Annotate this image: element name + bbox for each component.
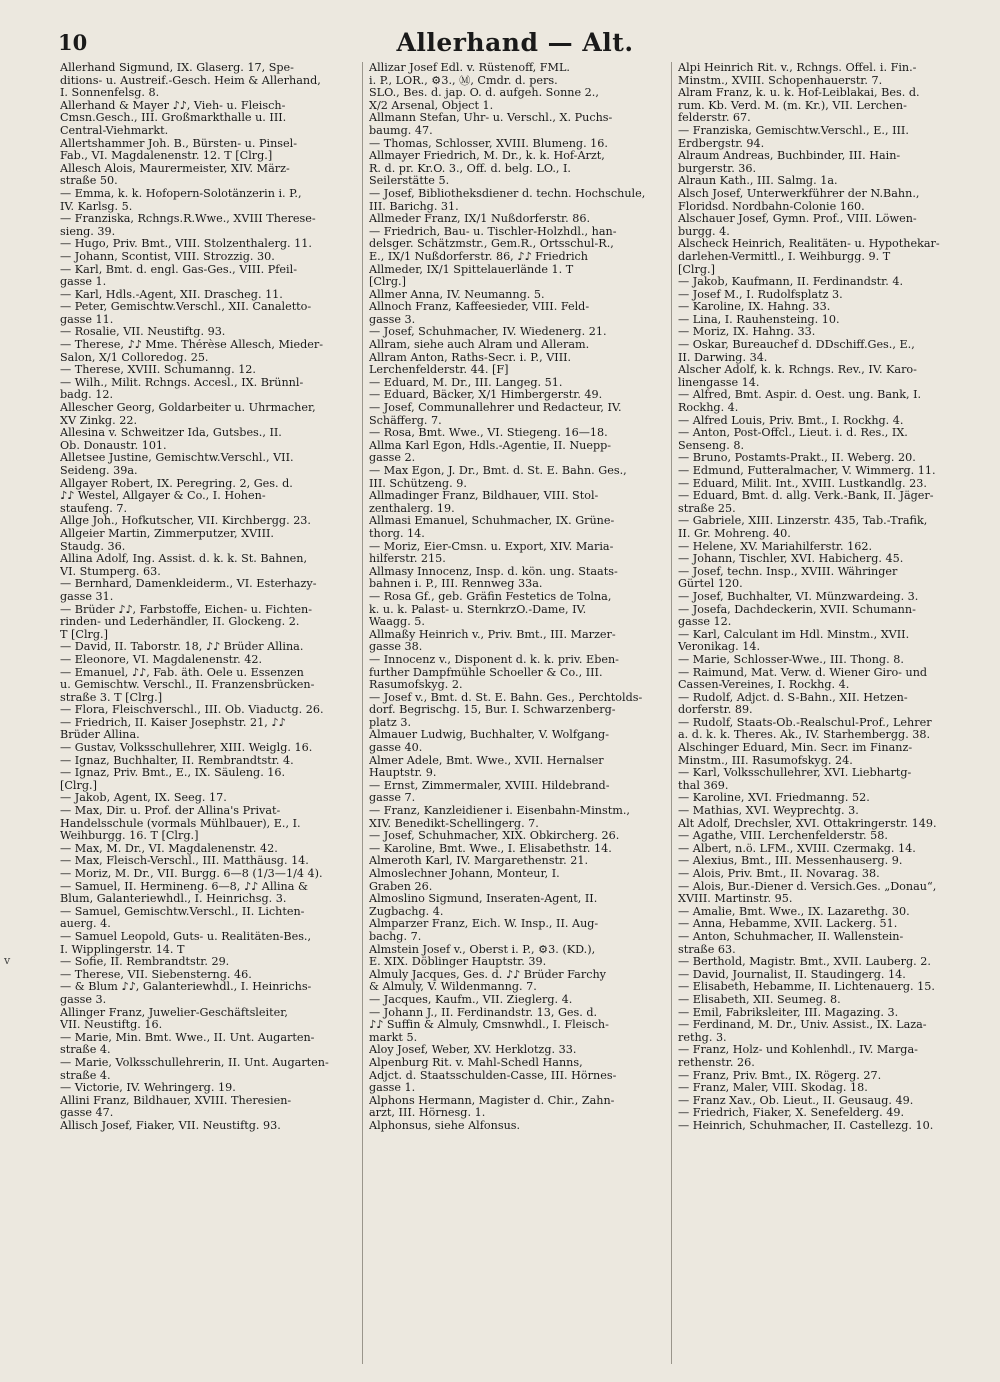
directory-line: — Josef, Schuhmacher, XIX. Obkircherg. 26. <box>369 830 620 843</box>
directory-line: thal 369. <box>678 779 729 792</box>
directory-line: dorferstr. 89. <box>678 704 753 717</box>
directory-line: Almeroth Karl, IV. Margarethenstr. 21. <box>369 855 589 868</box>
directory-line: — Marie, Min. Bmt. Wwe., II. Unt. Augarten- <box>60 1031 315 1044</box>
directory-line: — Ignaz, Priv. Bmt., E., IX. Säuleng. 16. <box>60 767 286 780</box>
directory-line: Floridsd. Nordbahn-Colonie 160. <box>678 200 865 213</box>
directory-line: — Franz, Maler, VIII. Skodag. 18. <box>678 1082 868 1095</box>
directory-line: — Eduard, Bäcker, X/1 Himbergerstr. 49. <box>369 389 603 402</box>
directory-line: — Karoline, Bmt. Wwe., I. Elisabethstr. 14. <box>369 842 612 855</box>
directory-line: Handelsschule (vormals Mühlbauer), E., I. <box>60 817 301 830</box>
directory-line: Allma Karl Egon, Hdls.-Agentie, II. Nuepp- <box>369 439 612 452</box>
directory-line: SLO., Bes. d. jap. O. d. aufgeh. Sonne 2., <box>369 87 599 100</box>
directory-line: E., IX/1 Nußdorferstr. 86, ♪♪ Friedrich <box>369 250 589 263</box>
directory-line: — Therese, VII. Siebensterng. 46. <box>60 968 252 981</box>
directory-line: — Oskar, Bureauchef d. DDschiff.Ges., E., <box>678 339 915 352</box>
directory-line: gasse 3. <box>60 993 107 1006</box>
directory-line: — Bruno, Postamts-Prakt., II. Weberg. 20. <box>678 452 916 465</box>
directory-line: Gürtel 120. <box>678 578 743 591</box>
directory-line: zenthalerg. 19. <box>369 502 455 515</box>
directory-line: gasse 1. <box>369 1082 416 1095</box>
directory-line: Allertshammer Joh. B., Bürsten- u. Pinsel- <box>60 137 298 150</box>
directory-line: Alraun Kath., III. Salmg. 1a. <box>678 175 838 188</box>
directory-line: — Rudolf, Staats-Ob.-Realschul-Prof., Lehrer <box>678 716 932 729</box>
directory-line: — David, Journalist, II. Staudingerg. 14. <box>678 968 906 981</box>
directory-line: — Josef, techn. Insp., XVIII. Währinger <box>678 565 898 578</box>
directory-line: — Karl, Volksschullehrer, XVI. Liebhartg- <box>678 767 912 780</box>
directory-line: darlehen-Vermittl., I. Weihburgg. 9. T <box>678 250 891 263</box>
directory-line: — Ferdinand, M. Dr., Univ. Assist., IX. Laza- <box>678 1019 927 1032</box>
directory-line: straße 25. <box>678 502 736 515</box>
directory-line: Allina Adolf, Ing. Assist. d. k. k. St. Bahnen, <box>60 553 308 566</box>
directory-line: delsger. Schätzmstr., Gem.R., Ortsschul-R., <box>369 238 614 251</box>
directory-line: Allmayer Friedrich, M. Dr., k. k. Hof-Arzt, <box>369 150 605 163</box>
directory-line: Schäfferg. 7. <box>369 414 442 427</box>
directory-line: — Marie, Volksschullehrerin, II. Unt. Augarten- <box>60 1056 329 1069</box>
directory-line: Hauptstr. 9. <box>369 767 437 780</box>
page-header <box>58 28 972 62</box>
directory-line: further Dampfmühle Schoeller & Co., III. <box>369 666 603 679</box>
directory-line: dorf. Begrischg. 15, Bur. I. Schwarzenberg- <box>369 704 616 717</box>
directory-line: Seideng. 39a. <box>60 465 138 477</box>
directory-line: Alram Franz, k. u. k. Hof-Leiblakai, Bes. d. <box>678 87 920 100</box>
directory-line: — Sofie, II. Rembrandtstr. 29. <box>60 956 230 969</box>
directory-line: III. Barichg. 31. <box>369 200 459 213</box>
directory-line: — Peter, Gemischtw.Verschl., XII. Canaletto- <box>60 301 312 314</box>
directory-line: straße 63. <box>678 943 736 956</box>
directory-line: — Flora, Fleischverschl., III. Ob. Viaductg. 26. <box>60 704 324 717</box>
running-head: Allerhand — Alt. <box>396 28 634 57</box>
directory-line: gasse 3. <box>369 313 416 326</box>
directory-line: Erdbergstr. 94. <box>678 137 765 150</box>
directory-line: IV. Karlsg. 5. <box>60 200 133 213</box>
directory-line: — Lina, I. Rauhensteing. 10. <box>678 313 840 326</box>
directory-line: VI. Stumperg. 63. <box>60 565 161 578</box>
directory-line: II. Darwing. 34. <box>678 351 768 364</box>
directory-line: — Jakob, Kaufmann, II. Ferdinandstr. 4. <box>678 276 904 289</box>
directory-line: Alpenburg Rit. v. Mahl-Schedl Hanns, <box>369 1056 583 1069</box>
directory-line: — Josef v., Bmt. d. St. E. Bahn. Ges., Perchtolds- <box>369 691 643 704</box>
directory-line: — Raimund, Mat. Verw. d. Wiener Giro- und <box>678 666 928 679</box>
directory-line: — Josef, Schuhmacher, IV. Wiedenerg. 21. <box>369 326 607 339</box>
directory-line: straße 4. <box>60 1044 111 1057</box>
directory-line: VII. Neustiftg. 16. <box>60 1019 163 1032</box>
directory-line: Veronikag. 14. <box>678 641 761 654</box>
directory-line: — Josef, Bibliotheksdiener d. techn. Hochschule, <box>369 187 646 200</box>
directory-line: — Wilh., Milit. Rchngs. Accesl., IX. Brünnl- <box>60 376 304 389</box>
directory-line: Allesch Alois, Maurermeister, XIV. März- <box>60 162 290 175</box>
directory-line: — Elisabeth, XII. Seumeg. 8. <box>678 993 841 1006</box>
directory-line: — Anton, Schuhmacher, II. Wallenstein- <box>678 930 904 943</box>
directory-line: — Berthold, Magistr. Bmt., XVII. Lauberg. 2. <box>678 956 931 969</box>
directory-line: linengasse 14. <box>678 376 760 389</box>
directory-line: Seilerstätte 5. <box>369 175 450 188</box>
directory-line: II. Gr. Mohreng. 40. <box>678 527 791 540</box>
directory-line: — Eduard, M. Dr., III. Langeg. 51. <box>369 376 563 389</box>
directory-line: rinden- und Lederhändler, II. Glockeng. 2. <box>60 616 300 629</box>
directory-line: Allgeier Martin, Zimmerputzer, XVIII. <box>60 527 274 540</box>
directory-line: Minstm., XVIII. Schopenhauerstr. 7. <box>678 74 883 87</box>
directory-line: rum. Kb. Verd. M. (m. Kr.), VII. Lerchen- <box>678 99 907 112</box>
directory-line: Alscher Adolf, k. k. Rchngs. Rev., IV. Karo- <box>678 364 917 377</box>
directory-line: Alschinger Eduard, Min. Secr. im Finanz- <box>678 742 913 755</box>
directory-line: k. u. k. Palast- u. SternkrzO.-Dame, IV. <box>369 603 587 616</box>
directory-line: — & Blum ♪♪, Galanteriewhdl., I. Heinrichs- <box>60 981 312 994</box>
directory-line: — Helene, XV. Mariahilferstr. 162. <box>678 540 873 553</box>
directory-line: felderstr. 67. <box>678 112 751 125</box>
directory-line: gasse 1. <box>60 276 107 289</box>
directory-line: — Brüder ♪♪, Farbstoffe, Eichen- u. Fichten- <box>60 603 313 616</box>
directory-line: gasse 47. <box>60 1107 114 1120</box>
directory-line: — Max, Fleisch-Verschl., III. Matthäusg. 14. <box>60 855 309 868</box>
directory-line: — Karl, Hdls.-Agent, XII. Drascheg. 11. <box>60 288 283 301</box>
directory-line: Allnoch Franz, Kaffeesieder, VIII. Feld- <box>369 301 590 314</box>
directory-line: — Innocenz v., Disponent d. k. k. priv. Eben- <box>369 653 619 666</box>
margin-mark: v <box>4 954 11 967</box>
directory-line: a. d. k. k. Theres. Ak., IV. Starhembergg. 38. <box>678 729 931 742</box>
directory-line: — Agathe, VIII. Lerchenfelderstr. 58. <box>678 830 888 843</box>
directory-line: Almparzer Franz, Eich. W. Insp., II. Aug- <box>369 918 599 931</box>
directory-line: — Josefa, Dachdeckerin, XVII. Schumann- <box>678 603 916 616</box>
directory-line: — Franz Xav., Ob. Lieut., II. Geusaug. 49. <box>678 1094 914 1107</box>
directory-line: straße 3. T [Clrg.] <box>60 691 163 704</box>
directory-line: — Marie, Schlosser-Wwe., III. Thong. 8. <box>678 653 904 666</box>
directory-line: gasse 2. <box>369 452 416 465</box>
directory-line: E. XIX. Döblinger Hauptstr. 39. <box>369 956 547 969</box>
directory-line: bachg. 7. <box>369 930 422 943</box>
directory-line: — Heinrich, Schuhmacher, II. Castellezg. 10. <box>678 1119 934 1132</box>
directory-line: Almer Adele, Bmt. Wwe., XVII. Hernalser <box>369 754 604 767</box>
directory-line: — Gabriele, XIII. Linzerstr. 435, Tab.-Trafik, <box>678 515 928 528</box>
directory-line: bahnen i. P., III. Rennweg 33a. <box>369 578 543 591</box>
directory-line: Allram, siehe auch Alram und Alleram. <box>369 339 590 352</box>
directory-line: Allge Joh., Hofkutscher, VII. Kirchbergg. 23. <box>60 515 311 528</box>
directory-line: Almoslino Sigmund, Inseraten-Agent, II. <box>369 893 598 906</box>
directory-line: — Bernhard, Damenkleiderm., VI. Esterhazy- <box>60 578 317 591</box>
directory-line: Cmsn.Gesch., III. Großmarkthalle u. III. <box>60 112 287 125</box>
directory-line: Allinger Franz, Juwelier-Geschäftsleiter, <box>60 1006 288 1019</box>
directory-line: Lerchenfelderstr. 44. [F] <box>369 364 509 377</box>
directory-line: Allmeder, IX/1 Spittelauerlände 1. T <box>369 263 574 276</box>
directory-line: gasse 12. <box>678 616 732 629</box>
directory-line: baumg. 47. <box>369 124 433 137</box>
directory-line: Central-Viehmarkt. <box>60 124 169 137</box>
directory-line: Blum, Galanteriewhdl., I. Heinrichsg. 3. <box>60 893 287 906</box>
directory-line: Allerhand & Mayer ♪♪, Vieh- u. Fleisch- <box>60 99 286 112</box>
directory-line: ♪♪ Westel, Allgayer & Co., I. Hohen- <box>60 490 266 503</box>
directory-line: hilferstr. 215. <box>369 553 446 566</box>
directory-line: — Alexius, Bmt., III. Messenhauserg. 9. <box>678 855 903 868</box>
directory-line: — Samuel, II. Hermineng. 6—8, ♪♪ Allina & <box>60 880 308 893</box>
directory-line: markt 5. <box>369 1031 418 1044</box>
directory-line: Allini Franz, Bildhauer, XVIII. Theresien- <box>60 1094 292 1107</box>
directory-line: R. d. pr. Kr.O. 3., Off. d. belg. LO., I. <box>369 162 571 175</box>
directory-line: Alschauer Josef, Gymn. Prof., VIII. Löwen- <box>678 213 917 226</box>
directory-line: — Rosa, Bmt. Wwe., VI. Stiegeng. 16—18. <box>369 427 608 440</box>
directory-line: — Samuel Leopold, Guts- u. Realitäten-Bes., <box>60 930 312 943</box>
directory-line: Waagg. 5. <box>369 616 425 629</box>
directory-line: XIV. Benedikt-Schellingerg. 7. <box>369 817 539 830</box>
directory-line: — Eleonore, VI. Magdalenenstr. 42. <box>60 653 263 666</box>
directory-line: Alraum Andreas, Buchbinder, III. Hain- <box>678 150 901 163</box>
directory-line: gasse 31. <box>60 590 114 603</box>
directory-line: arzt, III. Hörnesg. 1. <box>369 1107 486 1120</box>
directory-line: rethg. 3. <box>678 1031 727 1044</box>
directory-line: staufeng. 7. <box>60 502 128 515</box>
directory-line: — Friedrich, Fiaker, X. Senefelderg. 49. <box>678 1107 905 1120</box>
directory-line: I. Wipplingerstr. 14. T <box>60 943 185 956</box>
directory-line: — Amalie, Bmt. Wwe., IX. Lazarethg. 30. <box>678 905 910 918</box>
directory-line: — Emma, k. k. Hofopern-Solotänzerin i. P., <box>60 187 302 200</box>
directory-line: — Therese, XVIII. Schumanng. 12. <box>60 364 256 377</box>
directory-column-2 <box>362 62 665 1364</box>
directory-line: Allmadinger Franz, Bildhauer, VIII. Stol- <box>369 490 599 503</box>
directory-line: — Alois, Priv. Bmt., II. Novarag. 38. <box>678 868 880 880</box>
directory-line: [Clrg.] <box>369 276 406 289</box>
directory-line: Alletsee Justine, Gemischtw.Verschl., VII. <box>60 452 294 465</box>
directory-columns <box>60 62 974 1364</box>
directory-line: Alphonsus, siehe Alfonsus. <box>369 1119 521 1132</box>
directory-line: Cassen-Vereines, I. Rockhg. 4. <box>678 679 850 692</box>
directory-line: [Clrg.] <box>678 263 715 276</box>
directory-line: — Moriz, IX. Hahng. 33. <box>678 326 816 339</box>
directory-line: Alsch Josef, Unterwerkführer der N.Bahn., <box>678 187 920 200</box>
directory-line: — Albert, n.ö. LFM., XVIII. Czermakg. 14. <box>678 842 916 855</box>
directory-line: — Friedrich, Bau- u. Tischler-Holzhdl., han- <box>369 225 617 238</box>
directory-line: auerg. 4. <box>60 918 111 931</box>
directory-line: — Mathias, XVI. Weyprechtg. 3. <box>678 805 859 818</box>
directory-line: — Victorie, IV. Wehringerg. 19. <box>60 1082 236 1095</box>
directory-line: Fab., VI. Magdalenenstr. 12. T [Clrg.] <box>60 150 273 163</box>
directory-line: Allram Anton, Raths-Secr. i. P., VIII. <box>369 351 572 364</box>
directory-line: ditions- u. Austreif.-Gesch. Heim & Allerhand, <box>60 74 321 87</box>
directory-line: — Johann, Scontist, VIII. Strozzig. 30. <box>60 250 275 263</box>
directory-line: — Ignaz, Buchhalter, II. Rembrandtstr. 4. <box>60 754 294 767</box>
directory-line: — Jakob, Agent, IX. Seeg. 17. <box>60 792 227 805</box>
directory-line: T [Clrg.] <box>60 628 108 641</box>
directory-line: Allmasi Emanuel, Schuhmacher, IX. Grüne- <box>369 515 615 528</box>
directory-line: — Franziska, Gemischtw.Verschl., E., III. <box>678 124 909 137</box>
directory-line: — Anton, Post-Offcl., Lieut. i. d. Res., IX. <box>678 427 908 440</box>
directory-line: Graben 26. <box>369 880 433 893</box>
directory-line: gasse 7. <box>369 792 416 805</box>
directory-line: Almauer Ludwig, Buchhalter, V. Wolfgang- <box>369 729 609 742</box>
directory-line: gasse 11. <box>60 313 114 326</box>
directory-line: — Rosa Gf., geb. Gräfin Festetics de Tolna, <box>369 590 612 603</box>
directory-line: Brüder Allina. <box>60 729 140 742</box>
directory-line: gasse 40. <box>369 742 423 755</box>
directory-line: Allmasy Innocenz, Insp. d. kön. ung. Staats- <box>369 565 618 578</box>
directory-line: — Moriz, Eier-Cmsn. u. Export, XIV. Maria- <box>369 540 614 553</box>
directory-line: Almuly Jacques, Ges. d. ♪♪ Brüder Farchy <box>369 968 606 981</box>
directory-line: — Alfred Louis, Priv. Bmt., I. Rockhg. 4. <box>678 414 904 427</box>
directory-line: — Rudolf, Adjct. d. S-Bahn., XII. Hetzen- <box>678 691 908 704</box>
directory-line: — Eduard, Bmt. d. allg. Verk.-Bank, II. Jäger- <box>678 490 934 503</box>
directory-line: — Josef, Buchhalter, VI. Münzwardeing. 3. <box>678 590 919 603</box>
directory-line: — David, II. Taborstr. 18, ♪♪ Brüder Allina. <box>60 641 304 654</box>
directory-line: Almoslechner Johann, Monteur, I. <box>369 868 560 880</box>
directory-line: — Alois, Bur.-Diener d. Versich.Ges. „Donau“, <box>678 880 937 893</box>
directory-line: Alscheck Heinrich, Realitäten- u. Hypothekar- <box>678 238 940 251</box>
directory-line: — Johann, Tischler, XVI. Habicherg. 45. <box>678 553 904 566</box>
directory-line: Alpi Heinrich Rit. v., Rchngs. Offel. i. Fin.- <box>678 62 917 74</box>
directory-line: XVIII. Martinstr. 95. <box>678 893 793 906</box>
directory-line: u. Gemischtw. Verschl., II. Franzensbrücken- <box>60 679 315 692</box>
directory-line: — Gustav, Volksschullehrer, XIII. Weiglg. 16. <box>60 742 313 755</box>
directory-line: Zugbachg. 4. <box>369 905 444 918</box>
directory-line: Allisch Josef, Fiaker, VII. Neustiftg. 93. <box>60 1119 281 1132</box>
directory-line: sieng. 39. <box>60 225 116 238</box>
directory-line: straße 50. <box>60 175 118 188</box>
directory-line: [Clrg.] <box>60 779 97 792</box>
directory-line: — Max, M. Dr., VI. Magdalenenstr. 42. <box>60 842 278 855</box>
directory-line: — Emanuel, ♪♪, Fab. äth. Oele u. Essenzen <box>60 666 304 679</box>
directory-line: rethenstr. 26. <box>678 1056 755 1069</box>
directory-line: Staudg. 36. <box>60 540 126 553</box>
directory-line: & Almuly, V. Wildenmanng. 7. <box>369 981 537 994</box>
directory-line: gasse 38. <box>369 641 423 654</box>
directory-line: — Edmund, Futteralmacher, V. Wimmerg. 11. <box>678 465 936 477</box>
directory-line: — Franz, Priv. Bmt., IX. Rögerg. 27. <box>678 1069 882 1082</box>
directory-line: XV Zinkg. 22. <box>60 414 138 427</box>
directory-line: Rasumofskyg. 2. <box>369 679 463 692</box>
directory-line: Ob. Donaustr. 101. <box>60 439 167 452</box>
directory-line: Allmaßy Heinrich v., Priv. Bmt., III. Marzer- <box>369 628 616 641</box>
directory-line: — Jacques, Kaufm., VII. Zieglerg. 4. <box>369 993 573 1006</box>
directory-line: III. Schützeng. 9. <box>369 477 467 490</box>
directory-line: — Emil, Fabriksleiter, III. Magazing. 3. <box>678 1006 899 1019</box>
directory-line: Allmer Anna, IV. Neumanng. 5. <box>369 288 545 301</box>
directory-line: — Eduard, Milit. Int., XVIII. Lustkandlg. 23. <box>678 477 927 490</box>
directory-line: — Max Egon, J. Dr., Bmt. d. St. E. Bahn. Ges., <box>369 465 627 477</box>
directory-line: — Franz, Kanzleidiener i. Eisenbahn-Minstm., <box>369 805 630 818</box>
page-number: 10 <box>58 30 88 55</box>
directory-line: Alt Adolf, Drechsler, XVI. Ottakringerstr. 149. <box>678 817 937 830</box>
directory-line: — Alfred, Bmt. Aspir. d. Oest. ung. Bank, I. <box>678 389 922 402</box>
directory-line: platz 3. <box>369 716 412 729</box>
directory-line: badg. 12. <box>60 389 114 402</box>
directory-line: Rockhg. 4. <box>678 402 739 415</box>
directory-column-1 <box>60 62 356 1364</box>
directory-line: — Anna, Hebamme, XVII. Lackerg. 51. <box>678 918 898 931</box>
directory-line: Alphons Hermann, Magister d. Chir., Zahn- <box>369 1094 615 1107</box>
directory-line: straße 4. <box>60 1069 111 1082</box>
directory-line: — Josef M., I. Rudolfsplatz 3. <box>678 288 843 301</box>
directory-line: — Moriz, M. Dr., VII. Burgg. 6—8 (1/3—1/4 4). <box>60 868 323 880</box>
directory-line: — Johann J., II. Ferdinandstr. 13, Ges. d. <box>369 1006 598 1019</box>
directory-line: Allgayer Robert, IX. Peregring. 2, Ges. d. <box>60 477 293 490</box>
directory-line: — Ernst, Zimmermaler, XVIII. Hildebrand- <box>369 779 610 792</box>
directory-line: Adjct. d. Staatsschulden-Casse, III. Hörnes- <box>369 1069 617 1082</box>
directory-line: — Elisabeth, Hebamme, II. Lichtenauerg. 15. <box>678 981 935 994</box>
directory-line: — Friedrich, II. Kaiser Josephstr. 21, ♪♪ <box>60 716 286 729</box>
directory-line: — Therese, ♪♪ Mme. Thérèse Allesch, Mieder- <box>60 339 324 352</box>
directory-line: — Rosalie, VII. Neustiftg. 93. <box>60 326 226 339</box>
directory-line: X/2 Arsenal, Object 1. <box>369 99 494 112</box>
directory-line: — Karl, Bmt. d. engl. Gas-Ges., VIII. Pfeil- <box>60 263 297 276</box>
directory-line: ♪♪ Suffin & Almuly, Cmsnwhdl., I. Fleisch- <box>369 1019 609 1032</box>
directory-line: — Karoline, XVI. Friedmanng. 52. <box>678 792 870 805</box>
directory-line: — Karoline, IX. Hahng. 33. <box>678 301 831 314</box>
directory-line: Allmeder Franz, IX/1 Nußdorferstr. 86. <box>369 213 591 226</box>
directory-line: thorg. 14. <box>369 527 425 540</box>
directory-line: — Karl, Calculant im Hdl. Minstm., XVII. <box>678 628 910 641</box>
directory-line: Allerhand Sigmund, IX. Glaserg. 17, Spe- <box>60 62 294 74</box>
directory-line: Allmann Stefan, Uhr- u. Verschl., X. Puchs- <box>369 112 613 125</box>
directory-line: burgerstr. 36. <box>678 162 757 175</box>
directory-line: — Hugo, Priv. Bmt., VIII. Stolzenthalerg. 11. <box>60 238 312 251</box>
directory-line: Senseng. 8. <box>678 439 745 452</box>
directory-line: Weihburgg. 16. T [Clrg.] <box>60 830 199 843</box>
directory-line: burgg. 4. <box>678 225 730 238</box>
directory-column-3 <box>671 62 974 1364</box>
directory-line: — Samuel, Gemischtw.Verschl., II. Lichten- <box>60 905 305 918</box>
directory-line: — Max, Dir. u. Prof. der Allina's Privat- <box>60 805 281 818</box>
directory-line: Almstein Josef v., Oberst i. P., ⚙3. (KD.), <box>369 943 596 956</box>
directory-line: Allesina v. Schweitzer Ida, Gutsbes., II. <box>60 427 282 440</box>
directory-line: Allizar Josef Edl. v. Rüstenoff, FML. <box>369 62 570 74</box>
directory-line: — Thomas, Schlosser, XVIII. Blumeng. 16. <box>369 137 608 150</box>
directory-line: I. Sonnenfelsg. 8. <box>60 87 160 100</box>
directory-line: i. P., LOR., ⚙3., Ⓜ, Cmdr. d. pers. <box>369 74 558 87</box>
directory-line: — Josef, Communallehrer und Redacteur, IV. <box>369 402 622 415</box>
directory-line: — Franziska, Rchngs.R.Wwe., XVIII Therese- <box>60 213 316 226</box>
directory-line: Aloy Josef, Weber, XV. Herklotzg. 33. <box>369 1044 577 1057</box>
directory-line: Salon, X/1 Colloredog. 25. <box>60 351 209 364</box>
directory-line: Allescher Georg, Goldarbeiter u. Uhrmacher, <box>60 402 316 415</box>
directory-line: — Franz, Holz- und Kohlenhdl., IV. Marga- <box>678 1044 918 1057</box>
directory-line: Minstm., III. Rasumofskyg. 24. <box>678 754 853 767</box>
